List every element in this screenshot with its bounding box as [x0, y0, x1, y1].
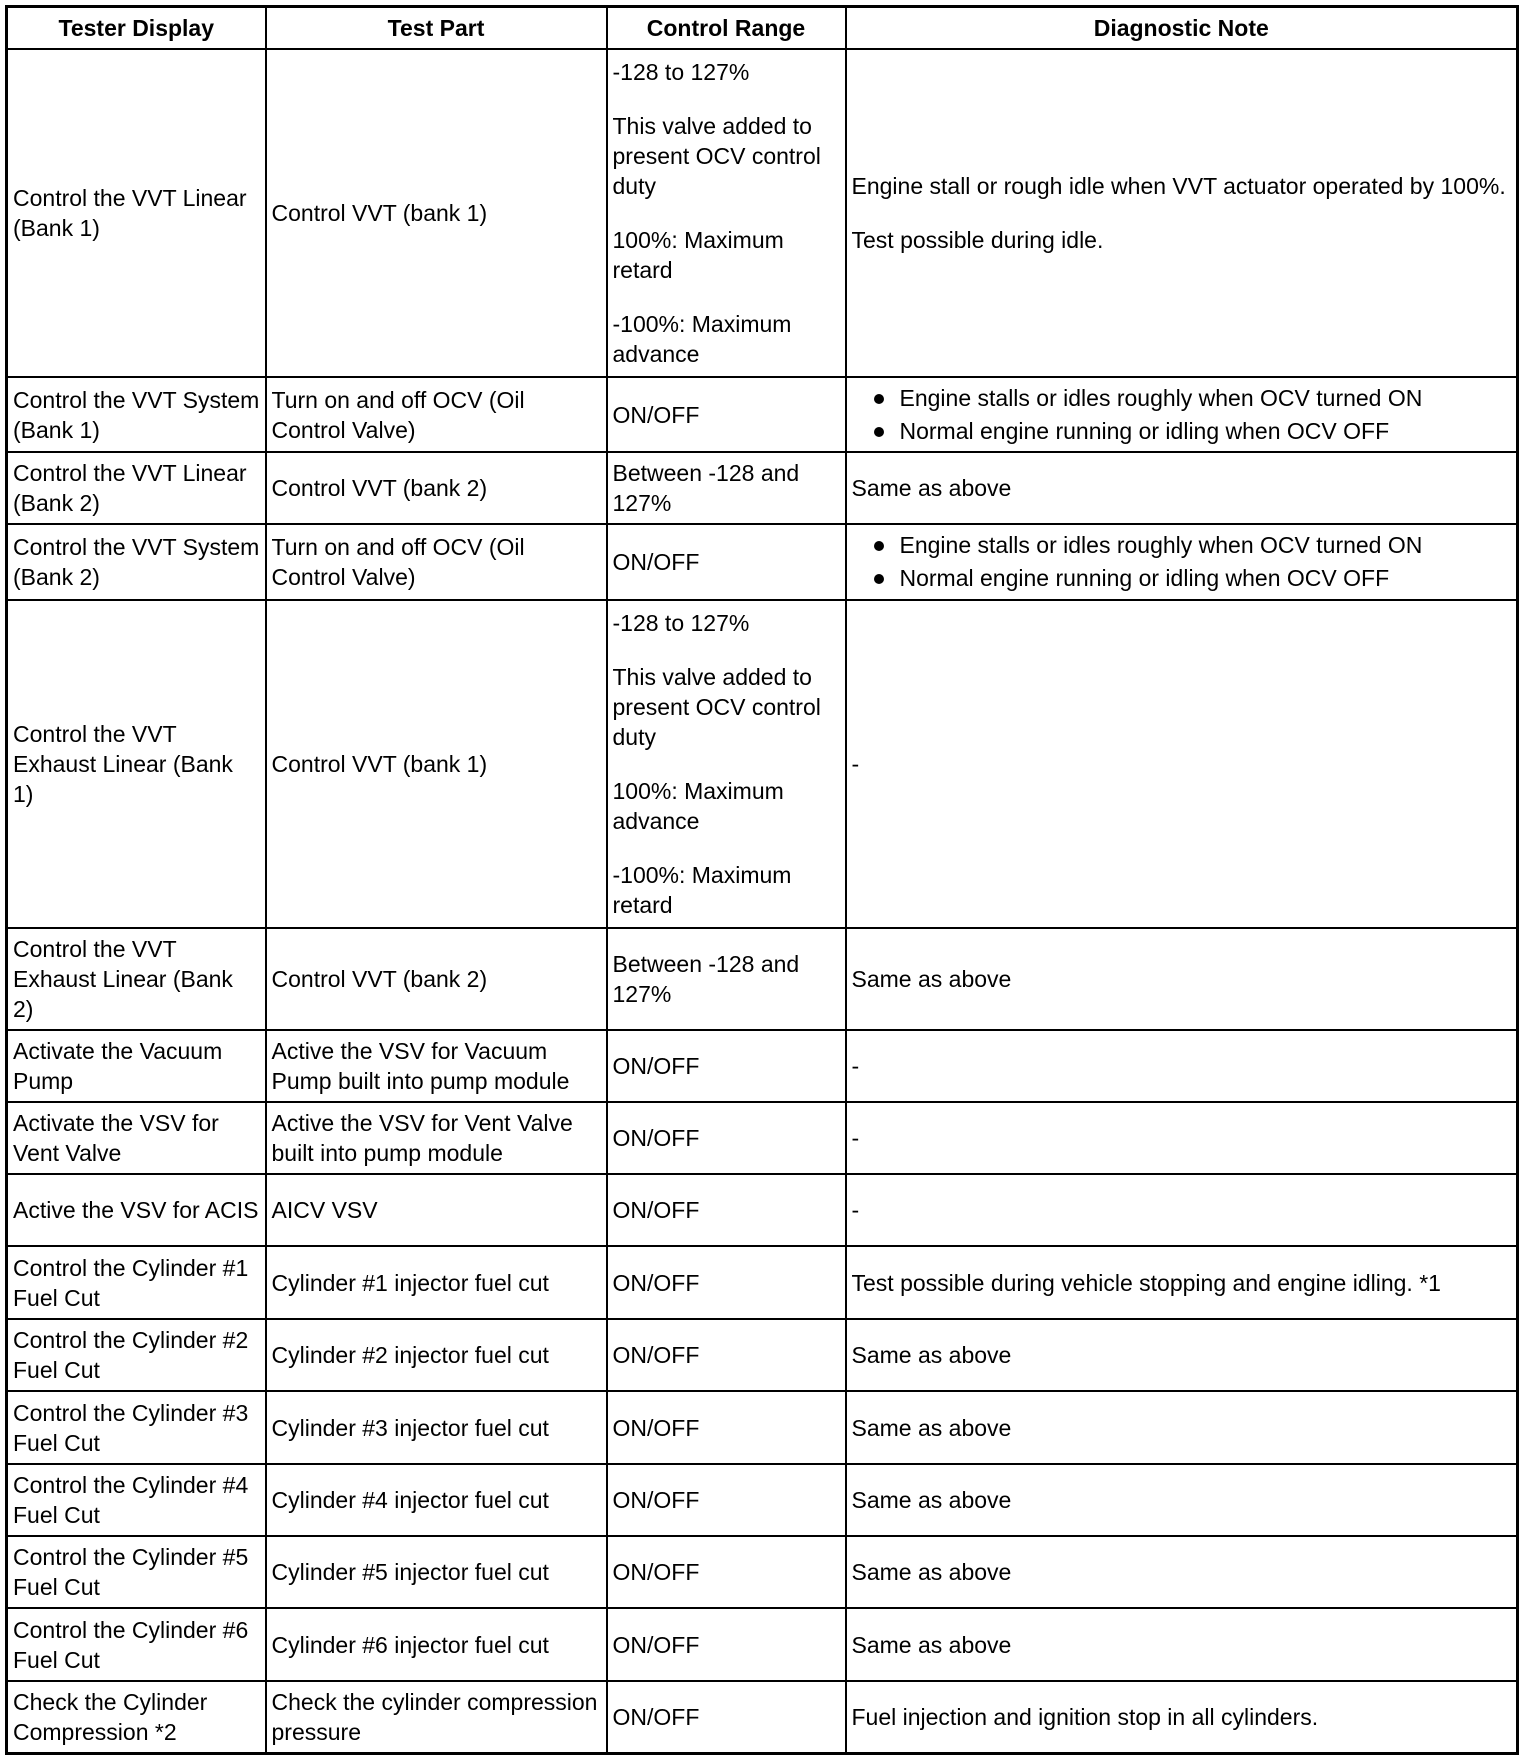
bullet-item: Normal engine running or idling when OCV OFF: [852, 415, 1512, 448]
cell-tester-display: Control the Cylinder #6 Fuel Cut: [7, 1608, 266, 1681]
range-line: This valve added to present OCV control duty: [612, 664, 821, 750]
cell-control-range: ON/OFF: [607, 1681, 846, 1753]
table-row: [7, 600, 1518, 928]
table-row: [7, 1536, 1518, 1608]
cell-tester-display: Activate the Vacuum Pump: [7, 1030, 266, 1102]
cell-tester-display: Control the VVT System (Bank 1): [7, 377, 266, 452]
cell-control-range: ON/OFF: [607, 1102, 846, 1174]
table-row: [7, 928, 1518, 1030]
cell-tester-display: Control the Cylinder #4 Fuel Cut: [7, 1464, 266, 1536]
cell-tester-display: Control the VVT Exhaust Linear (Bank 2): [7, 928, 266, 1030]
cell-test-part: Cylinder #4 injector fuel cut: [266, 1464, 607, 1536]
bullet-item: Engine stalls or idles roughly when OCV turned ON: [852, 382, 1512, 415]
range-line: -128 to 127%: [612, 610, 750, 636]
cell-test-part: Cylinder #2 injector fuel cut: [266, 1319, 607, 1391]
cell-diagnostic-note: -: [846, 1030, 1518, 1102]
cell-diagnostic-note: [846, 524, 1518, 600]
cell-diagnostic-note: Same as above: [846, 452, 1518, 524]
cell-tester-display: Control the VVT System (Bank 2): [7, 524, 266, 600]
cell-test-part: Check the cylinder compression pressure: [266, 1681, 607, 1753]
cell-test-part: Turn on and off OCV (Oil Control Valve): [266, 377, 607, 452]
table-row: [7, 1464, 1518, 1536]
header-diagnostic-note: Diagnostic Note: [846, 7, 1518, 50]
cell-test-part: Control VVT (bank 1): [266, 600, 607, 928]
table-row: [7, 1102, 1518, 1174]
cell-diagnostic-note: -: [846, 1102, 1518, 1174]
cell-test-part: Control VVT (bank 2): [266, 452, 607, 524]
cell-tester-display: Control the VVT Exhaust Linear (Bank 1): [7, 600, 266, 928]
cell-tester-display: Active the VSV for ACIS: [7, 1174, 266, 1246]
range-line: -100%: Maximum advance: [612, 311, 792, 367]
active-test-table-container: [5, 5, 1516, 1755]
cell-control-range: ON/OFF: [607, 524, 846, 600]
cell-diagnostic-note: [846, 377, 1518, 452]
cell-control-range: ON/OFF: [607, 1391, 846, 1464]
cell-control-range: ON/OFF: [607, 1246, 846, 1319]
cell-tester-display: Control the VVT Linear (Bank 2): [7, 452, 266, 524]
table-header-row: [7, 7, 1518, 50]
cell-test-part: Control VVT (bank 2): [266, 928, 607, 1030]
cell-diagnostic-note: Same as above: [846, 1608, 1518, 1681]
table-row: [7, 452, 1518, 524]
range-line: 100%: Maximum advance: [612, 778, 784, 834]
table-row: [7, 377, 1518, 452]
table-row: [7, 1681, 1518, 1753]
cell-test-part: AICV VSV: [266, 1174, 607, 1246]
table-row: [7, 1391, 1518, 1464]
range-line: This valve added to present OCV control duty: [612, 113, 821, 199]
cell-diagnostic-note: Same as above: [846, 1319, 1518, 1391]
cell-test-part: Cylinder #3 injector fuel cut: [266, 1391, 607, 1464]
active-test-table: [5, 5, 1519, 1755]
bullet-item: Engine stalls or idles roughly when OCV turned ON: [852, 529, 1512, 562]
table-row: [7, 1030, 1518, 1102]
cell-control-range: ON/OFF: [607, 1536, 846, 1608]
range-line: -100%: Maximum retard: [612, 862, 792, 918]
cell-diagnostic-note: Test possible during vehicle stopping and engine idling. *1: [846, 1246, 1518, 1319]
cell-test-part: Control VVT (bank 1): [266, 49, 607, 377]
cell-control-range: ON/OFF: [607, 1319, 846, 1391]
table-row: [7, 1174, 1518, 1246]
cell-control-range: ON/OFF: [607, 1174, 846, 1246]
cell-diagnostic-note: Same as above: [846, 1464, 1518, 1536]
table-row: [7, 1319, 1518, 1391]
diagnostic-bullet-list: [852, 529, 1512, 595]
cell-test-part: Active the VSV for Vacuum Pump built into pump module: [266, 1030, 607, 1102]
cell-diagnostic-note: Same as above: [846, 928, 1518, 1030]
cell-tester-display: Control the Cylinder #5 Fuel Cut: [7, 1536, 266, 1608]
cell-control-range: ON/OFF: [607, 1464, 846, 1536]
header-control-range: Control Range: [607, 7, 846, 50]
table-row: [7, 1246, 1518, 1319]
table-row: [7, 524, 1518, 600]
cell-tester-display: Control the Cylinder #3 Fuel Cut: [7, 1391, 266, 1464]
cell-tester-display: Control the VVT Linear (Bank 1): [7, 49, 266, 377]
range-line: 100%: Maximum retard: [612, 227, 784, 283]
diagnostic-bullet-list: [852, 382, 1512, 448]
table-row: [7, 49, 1518, 377]
cell-control-range: Between -128 and 127%: [607, 452, 846, 524]
bullet-item: Normal engine running or idling when OCV OFF: [852, 562, 1512, 595]
cell-control-range: [607, 600, 846, 928]
cell-tester-display: Control the Cylinder #1 Fuel Cut: [7, 1246, 266, 1319]
cell-tester-display: Activate the VSV for Vent Valve: [7, 1102, 266, 1174]
header-tester-display: Tester Display: [7, 7, 266, 50]
cell-diagnostic-note: [846, 49, 1518, 377]
cell-test-part: Turn on and off OCV (Oil Control Valve): [266, 524, 607, 600]
cell-tester-display: Check the Cylinder Compression *2: [7, 1681, 266, 1753]
cell-test-part: Cylinder #1 injector fuel cut: [266, 1246, 607, 1319]
cell-test-part: Cylinder #6 injector fuel cut: [266, 1608, 607, 1681]
header-test-part: Test Part: [266, 7, 607, 50]
cell-diagnostic-note: Fuel injection and ignition stop in all cylinders.: [846, 1681, 1518, 1753]
cell-tester-display: Control the Cylinder #2 Fuel Cut: [7, 1319, 266, 1391]
note-line: Engine stall or rough idle when VVT actuator operated by 100%.: [851, 173, 1506, 199]
range-line: -128 to 127%: [612, 59, 750, 85]
cell-test-part: Cylinder #5 injector fuel cut: [266, 1536, 607, 1608]
cell-diagnostic-note: Same as above: [846, 1391, 1518, 1464]
cell-control-range: ON/OFF: [607, 1608, 846, 1681]
cell-diagnostic-note: Same as above: [846, 1536, 1518, 1608]
cell-control-range: ON/OFF: [607, 377, 846, 452]
table-row: [7, 1608, 1518, 1681]
cell-diagnostic-note: -: [846, 600, 1518, 928]
cell-test-part: Active the VSV for Vent Valve built into pump module: [266, 1102, 607, 1174]
cell-control-range: [607, 49, 846, 377]
cell-control-range: Between -128 and 127%: [607, 928, 846, 1030]
cell-control-range: ON/OFF: [607, 1030, 846, 1102]
cell-diagnostic-note: -: [846, 1174, 1518, 1246]
note-line: Test possible during idle.: [851, 227, 1104, 253]
